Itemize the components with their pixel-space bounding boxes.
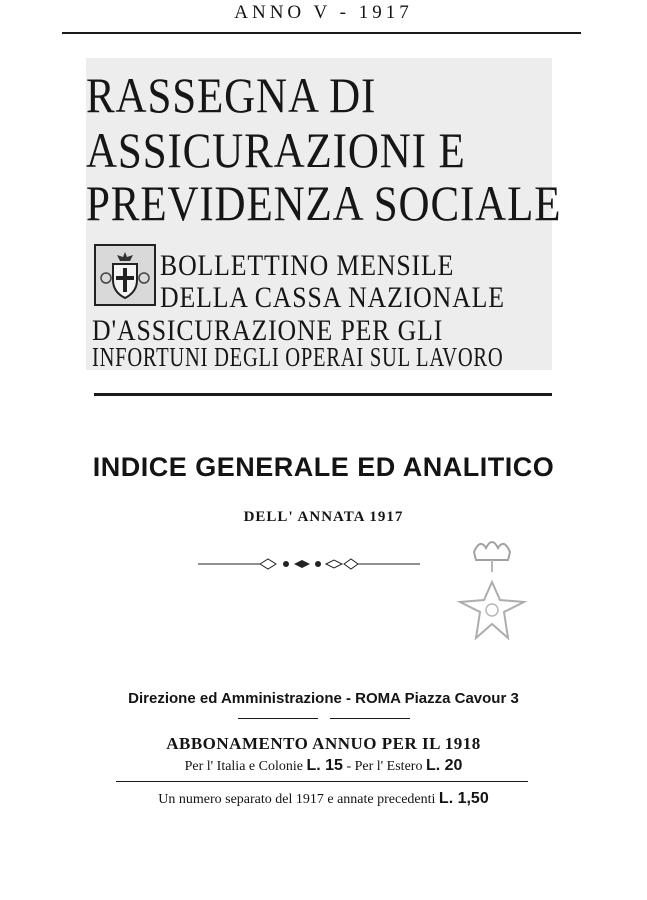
single-issue-label: Un numero separato del 1917 e annate precedenti bbox=[158, 792, 436, 807]
masthead bbox=[86, 58, 562, 372]
bulletin-line-4: INFORTUNI DEGLI OPERAI SUL LAVORO bbox=[92, 342, 504, 372]
bulletin-line-1: BOLLETTINO MENSILE bbox=[160, 249, 455, 282]
subscription-heading: ABBONAMENTO ANNUO PER IL 1918 bbox=[166, 734, 481, 753]
subscription-prices bbox=[0, 757, 647, 775]
masthead-title-line-1: RASSEGNA DI bbox=[86, 67, 377, 123]
single-issue-line bbox=[0, 790, 647, 808]
ornament-divider-icon bbox=[198, 556, 420, 572]
single-issue-price: L. 1,50 bbox=[438, 790, 489, 807]
italy-price: L. 15 bbox=[306, 757, 343, 774]
italy-label: Per l' Italia e Colonie bbox=[184, 759, 303, 774]
address-line: Direzione ed Amministrazione - ROMA Piazza Cavour 3 bbox=[128, 690, 519, 707]
abroad-price: L. 20 bbox=[425, 757, 463, 774]
index-subtitle: DELL' ANNATA 1917 bbox=[243, 509, 404, 525]
bulletin-line-3: D'ASSICURAZIONE PER GLI bbox=[92, 314, 444, 347]
footer-rule bbox=[116, 781, 528, 782]
price-separator: - bbox=[346, 759, 352, 774]
masthead-rule bbox=[94, 393, 552, 396]
address-rule-left bbox=[238, 718, 318, 719]
masthead-title-line-2: ASSICURAZIONI E bbox=[86, 122, 466, 178]
royal-crest-icon bbox=[94, 244, 156, 306]
address-rule-right bbox=[330, 718, 410, 719]
abroad-label: Per l' Estero bbox=[354, 759, 423, 774]
bulletin-line-2: DELLA CASSA NAZIONALE bbox=[160, 281, 505, 314]
year-line: ANNO V - 1917 bbox=[234, 2, 413, 23]
crowned-cross-icon bbox=[446, 530, 538, 652]
index-title: INDICE GENERALE ED ANALITICO bbox=[92, 452, 555, 482]
masthead-title-line-3: PREVIDENZA SOCIALE bbox=[86, 175, 562, 231]
top-rule bbox=[62, 32, 581, 34]
